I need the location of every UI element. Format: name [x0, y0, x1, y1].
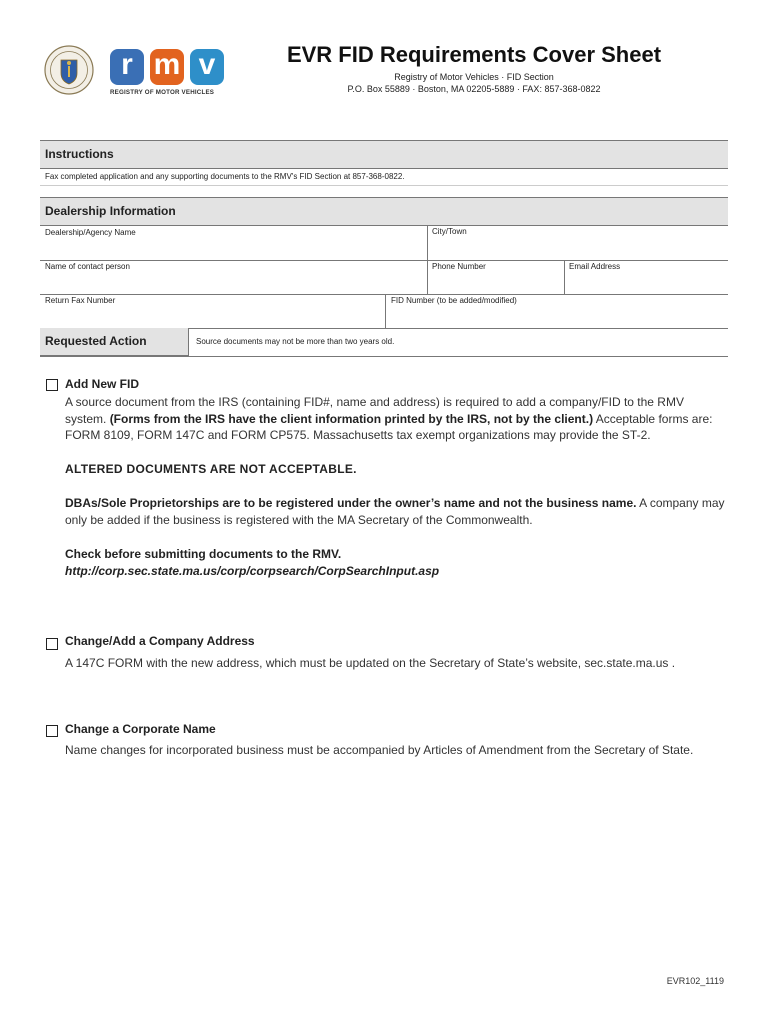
- add-new-fid-checkbox[interactable]: [46, 379, 58, 391]
- subtitle-section: Registry of Motor Vehicles · FID Section: [394, 72, 554, 82]
- dealership-heading: Dealership Information: [40, 197, 728, 226]
- field-label-agency-name: Dealership/Agency Name: [45, 228, 136, 237]
- change-address-text: A 147C FORM with the new address, which must be updated on the Secretary of State’s website, sec.state.ma.us .: [65, 656, 676, 670]
- instructions-heading: Instructions: [40, 140, 728, 169]
- requested-action-note: Source documents may not be more than two years old.: [196, 337, 395, 346]
- logo-letter-r: r: [110, 49, 144, 85]
- logo-caption: REGISTRY OF MOTOR VEHICLES: [110, 89, 215, 96]
- dba-paragraph: DBAs/Sole Proprietorships are to be registered under the owner’s name and not the business name. A company may only be added if the business is registered with the MA Secretary of the Commonwealth.: [65, 496, 725, 527]
- corp-search-link[interactable]: http://corp.sec.state.ma.us/corp/corpsearch/CorpSearchInput.asp: [65, 564, 440, 578]
- requested-action-heading: Requested Action: [40, 328, 189, 356]
- subtitle-address: P.O. Box 55889 · Boston, MA 02205-5889 · FAX: 857-368-0822: [347, 84, 601, 94]
- logo-letter-m: m: [150, 49, 184, 85]
- field-label-return-fax: Return Fax Number: [45, 296, 116, 305]
- altered-documents-warning: ALTERED DOCUMENTS ARE NOT ACCEPTABLE.: [65, 462, 357, 476]
- check-before-submitting: Check before submitting documents to the RMV.: [65, 547, 342, 561]
- field-label-contact-person: Name of contact person: [45, 262, 130, 271]
- logo-letter-v: v: [190, 49, 224, 85]
- page-title: EVR FID Requirements Cover Sheet: [286, 42, 662, 67]
- instructions-text: Fax completed application and any supporting documents to the RMV's FID Section at 857-368-0822.: [45, 172, 405, 181]
- massachusetts-seal-icon: [44, 45, 94, 95]
- change-name-checkbox[interactable]: [46, 725, 58, 737]
- rmv-logo: [110, 49, 226, 99]
- add-new-fid-title: Add New FID: [65, 377, 139, 391]
- field-label-fid-number: FID Number (to be added/modified): [391, 296, 517, 305]
- field-label-phone: Phone Number: [432, 262, 486, 271]
- change-name-text: Name changes for incorporated business must be accompanied by Articles of Amendment from the Secretary of State.: [65, 743, 694, 757]
- change-address-checkbox[interactable]: [46, 638, 58, 650]
- change-address-title: Change/Add a Company Address: [65, 634, 255, 648]
- field-label-city-town: City/Town: [432, 227, 467, 236]
- form-code: EVR102_1119: [666, 976, 724, 986]
- change-name-title: Change a Corporate Name: [65, 722, 216, 736]
- add-new-fid-paragraph: A source document from the IRS (containing FID#, name and address) is required to add a company/FID to the RMV system. (Forms from the IRS have the client information printed by the IRS, not by the client.) Acceptable forms are: FORM 8109, FORM 147C and FORM CP575. Massachusetts tax exempt organizations may provide the ST-2.: [65, 395, 713, 442]
- field-label-email: Email Address: [569, 262, 621, 271]
